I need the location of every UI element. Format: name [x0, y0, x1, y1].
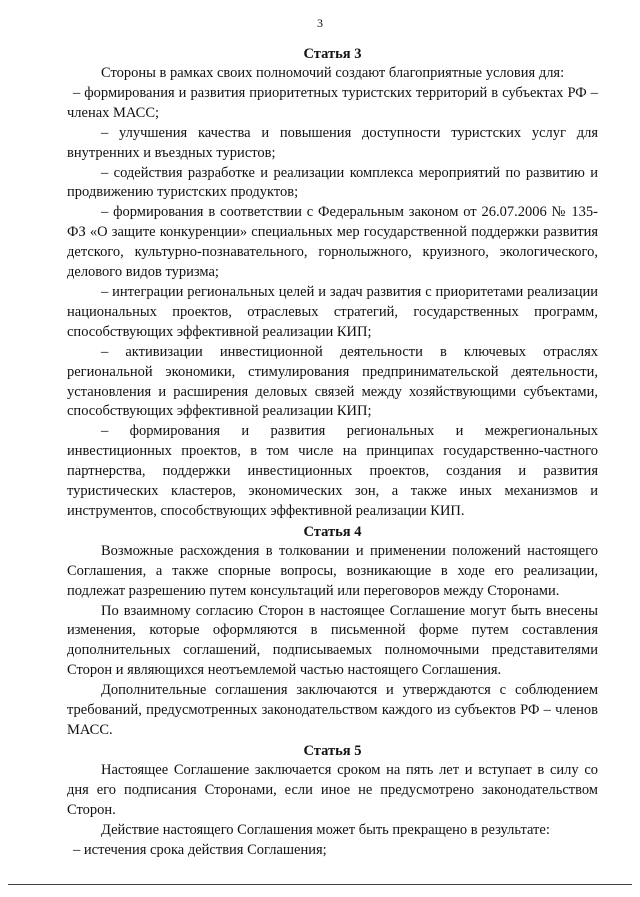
article-3: [67, 44, 598, 522]
list-item: – содействия разработке и реализации комплекса мероприятий по развитию и продвижению туристских продуктов;: [67, 164, 598, 201]
paragraph: Действие настоящего Соглашения может быть прекращено в результате:: [101, 821, 550, 838]
article-heading: Статья 5: [303, 742, 362, 759]
page-number: 3: [317, 16, 323, 30]
list-item: – формирования в соответствии с Федеральным законом от 26.07.2006 № 135-ФЗ «О защите конкуренции» специальных мер государственной поддержки развития детского, культурно-познавательного, горнолыжного, круизного, экологического, делового видов туризма;: [67, 204, 598, 281]
article-heading: Статья 4: [303, 523, 362, 540]
paragraph: Стороны в рамках своих полномочий создают благоприятные условия для:: [101, 65, 565, 81]
article-heading: Статья 3: [303, 46, 362, 62]
paragraph: Возможные расхождения в толковании и применении положений настоящего Соглашения, а также спорные вопросы, возникающие в ходе его реализации, подлежат разрешению путем консультаций или переговоров между Сторонами.: [67, 542, 598, 599]
paragraph: По взаимному согласию Сторон в настоящее Соглашение могут быть внесены изменения, которые оформляются в письменной форме путем составления дополнительных соглашений, подписываемых полномочными представителями Сторон и являющихся неотъемлемой частью настоящего Соглашения.: [67, 602, 598, 679]
list-item: – истечения срока действия Соглашения;: [73, 841, 327, 858]
article-5: [67, 741, 598, 861]
paragraph: Дополнительные соглашения заключаются и утверждаются с соблюдением требований, предусмотренных законодательством каждого из субъектов РФ – членов МАСС.: [67, 682, 598, 738]
list-item: – формирования и развития региональных и межрегиональных инвестиционных проектов, в том числе на принципах государственно-частного партнерства, поддержки инвестиционных проектов, создания и развития туристических кластеров, экономических зон, а также иных механизмов и инструментов, способствующих эффективной реализации КИП.: [67, 423, 598, 519]
footer-divider: [8, 884, 632, 885]
list-item: – улучшения качества и повышения доступности туристских услуг для внутренних и въездных туристов;: [67, 124, 598, 161]
paragraph: Настоящее Соглашение заключается сроком на пять лет и вступает в силу со дня его подписания Сторонами, если иное не предусмотрено законодательством Сторон.: [67, 761, 598, 818]
list-item: – формирования и развития приоритетных туристских территорий в субъектах РФ – членах МАСС;: [67, 84, 598, 121]
list-item: – интеграции региональных целей и задач развития с приоритетами реализации национальных проектов, отраслевых стратегий, государственных программ, способствующих эффективной реализации КИП;: [67, 283, 598, 340]
article-4: [67, 522, 598, 741]
document-body: [67, 44, 598, 860]
list-item: – активизации инвестиционной деятельности в ключевых отраслях региональной экономики, стимулирования предпринимательской деятельности, установления и расширения деловых связей между хозяйствующими субъектами, способствующих эффективной реализации КИП;: [67, 343, 598, 420]
